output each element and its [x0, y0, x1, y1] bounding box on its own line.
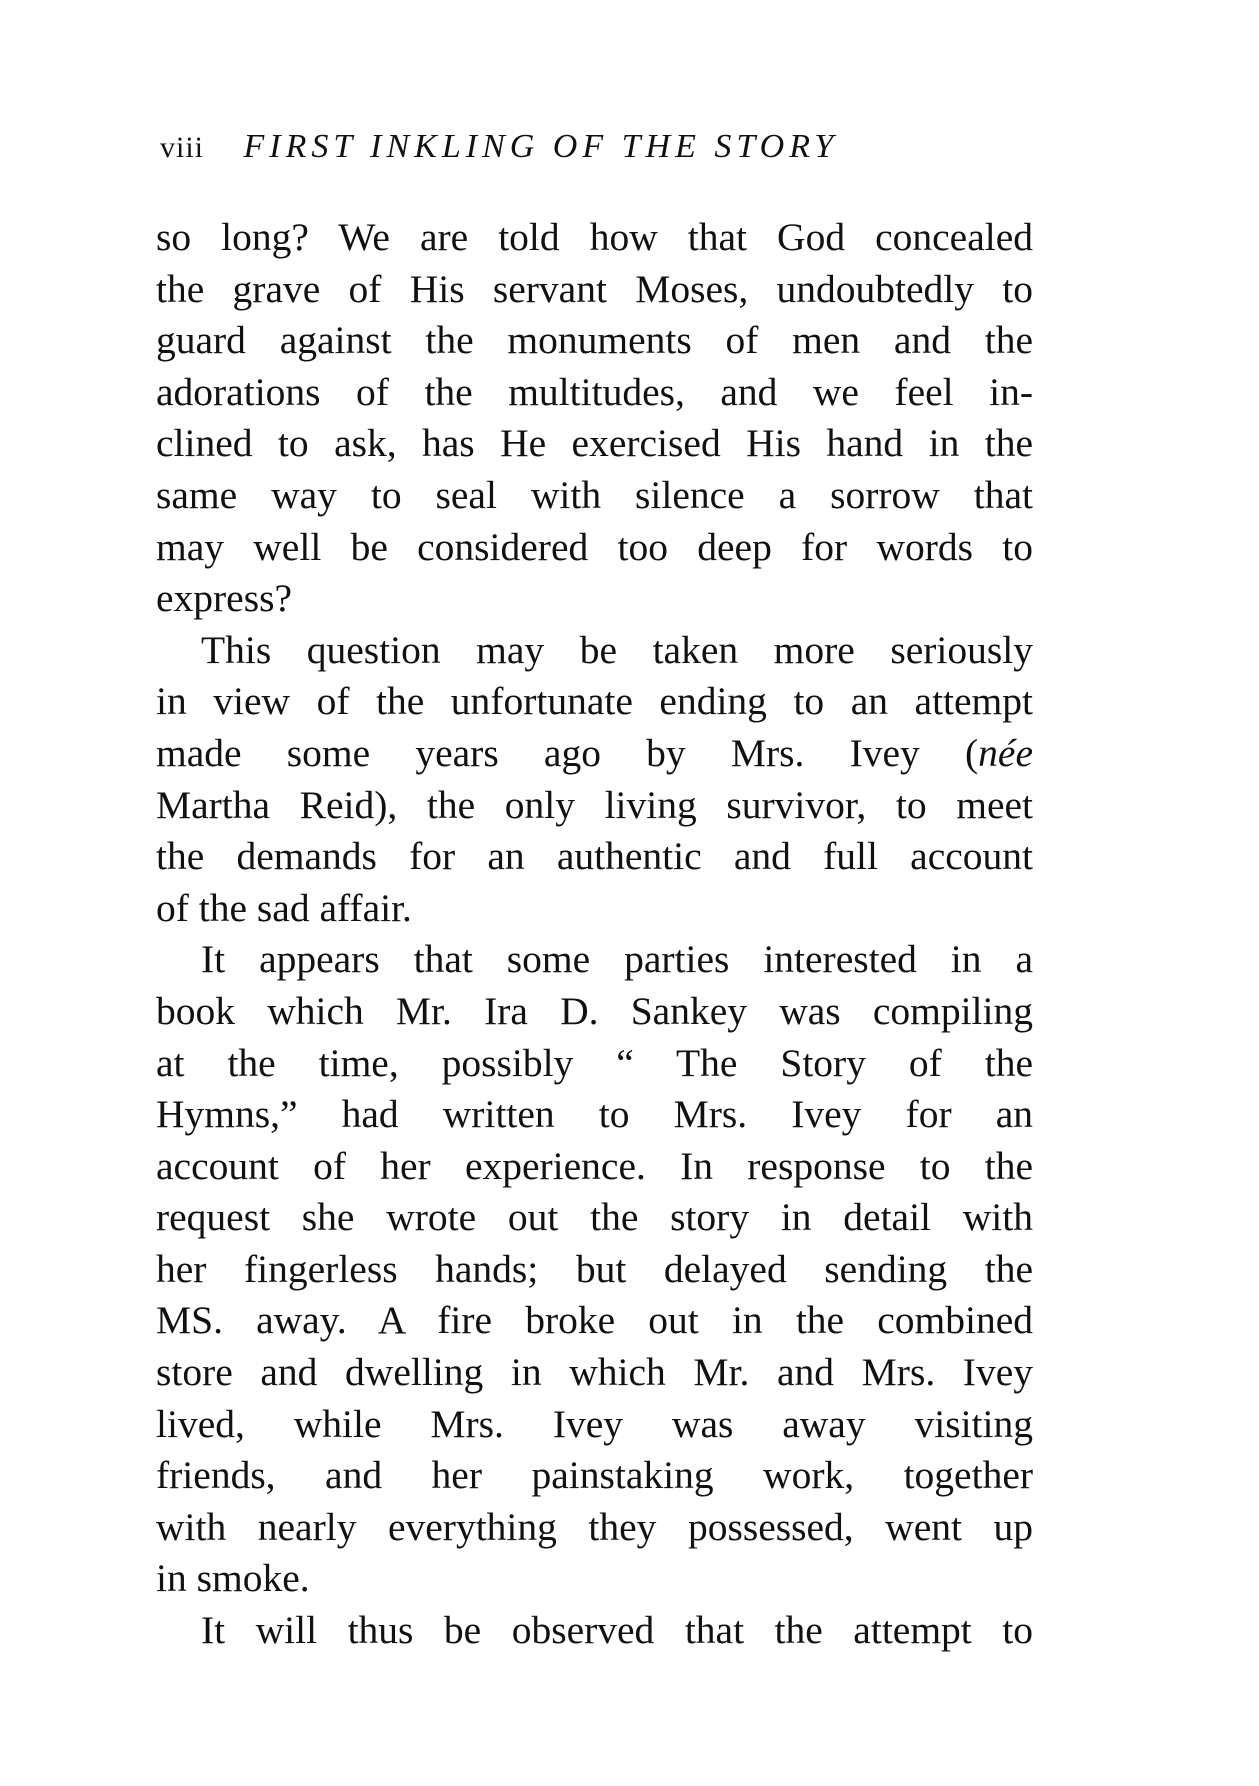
text-line: the demands for an authentic and full account — [156, 834, 1033, 879]
text-line: MS. away. A fire broke out in the combined — [156, 1298, 1033, 1343]
text-line: express? — [156, 576, 292, 621]
text-line: It will thus be observed that the attempt to — [201, 1608, 1033, 1653]
text-line: made some years ago by Mrs. Ivey (née — [156, 730, 1033, 775]
paragraph-4 — [156, 1605, 1033, 1657]
text-line: friends, and her painstaking work, together — [156, 1453, 1033, 1498]
text-line: account of her experience. In response to the — [156, 1143, 1033, 1188]
text-line: her fingerless hands; but delayed sending the — [156, 1246, 1033, 1291]
text-line: It appears that some parties interested in a — [201, 937, 1033, 982]
text-line: the grave of His servant Moses, undoubtedly to — [156, 266, 1033, 311]
text-line: Martha Reid), the only living survivor, to meet — [156, 782, 1033, 827]
page-number: viii — [160, 131, 205, 164]
text-line: Hymns,” had written to Mrs. Ivey for an — [156, 1092, 1033, 1137]
text-line: so long? We are told how that God concealed — [156, 215, 1033, 259]
running-title: FIRST INKLING OF THE STORY — [243, 128, 839, 165]
text-line: may well be considered too deep for words to — [156, 524, 1033, 569]
text-line: of the sad affair. — [156, 885, 412, 930]
text-line: book which Mr. Ira D. Sankey was compiling — [156, 988, 1033, 1033]
text-line: store and dwelling in which Mr. and Mrs. Ivey — [156, 1350, 1033, 1395]
italic-word: née — [978, 730, 1033, 775]
text-line: guard against the monuments of men and the — [156, 318, 1033, 363]
text-line: in smoke. — [156, 1556, 310, 1601]
paragraph-2 — [156, 625, 1033, 935]
text-line: adorations of the multitudes, and we feel in- — [156, 369, 1033, 414]
paragraph-1 — [156, 212, 1033, 625]
text-line: This question may be taken more seriously — [201, 627, 1033, 672]
text-line: in view of the unfortunate ending to an attempt — [156, 679, 1033, 724]
paragraph-3 — [156, 934, 1033, 1605]
running-header — [160, 128, 1060, 178]
text-line: at the time, possibly “ The Story of the — [156, 1040, 1033, 1085]
text-line: request she wrote out the story in detail with — [156, 1195, 1033, 1240]
text-line: lived, while Mrs. Ivey was away visiting — [156, 1401, 1033, 1446]
text-line: clined to ask, has He exercised His hand in the — [156, 421, 1033, 466]
body-text — [156, 212, 1033, 1657]
text-line: with nearly everything they possessed, went up — [156, 1504, 1033, 1549]
text-line: same way to seal with silence a sorrow that — [156, 472, 1033, 517]
